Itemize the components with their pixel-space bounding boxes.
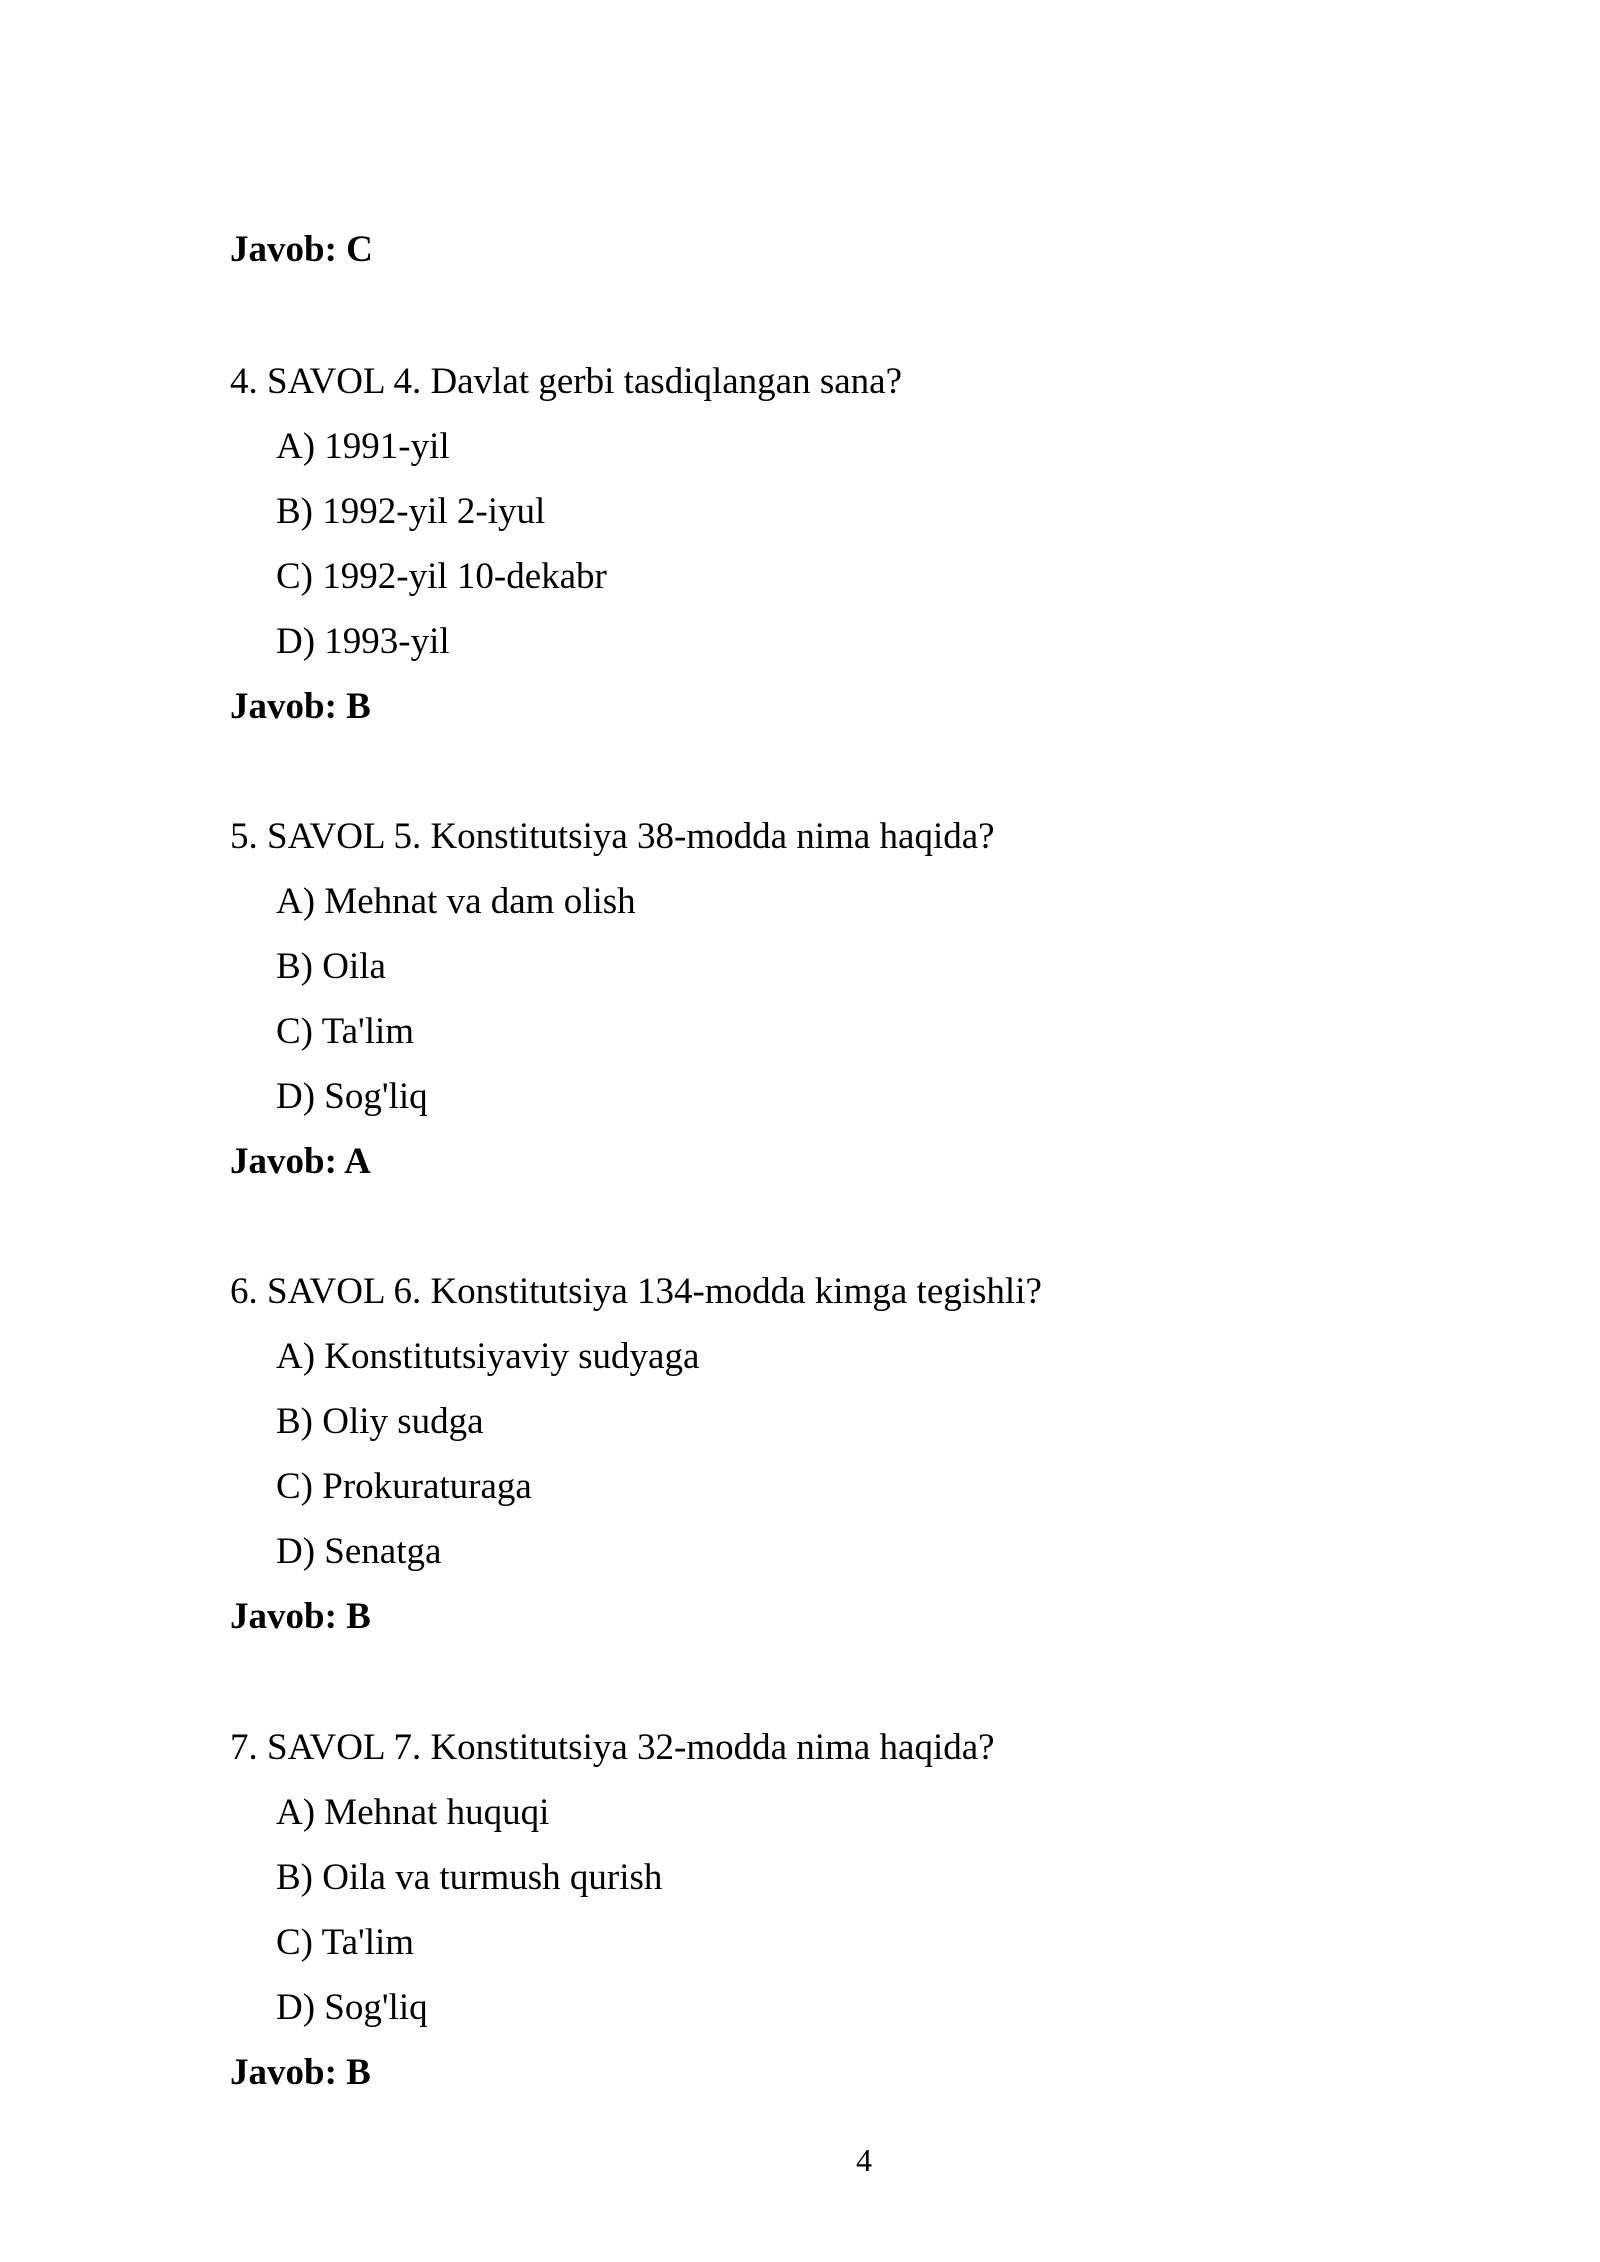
question-5-option-a: A) Mehnat va dam olish [276,881,636,922]
question-7-answer: Javob: B [230,2052,371,2093]
question-4: 4. SAVOL 4. Davlat gerbi tasdiqlangan sana? [230,361,903,402]
question-7-option-b: B) Oila va turmush qurish [276,1857,663,1898]
question-6-option-b: B) Oliy sudga [276,1401,484,1442]
question-5-option-d: D) Sog'liq [276,1076,428,1117]
question-6-option-c: C) Prokuraturaga [276,1466,532,1507]
question-4-option-d: D) 1993-yil [276,621,450,662]
question-7-option-d: D) Sog'liq [276,1987,428,2028]
question-7: 7. SAVOL 7. Konstitutsiya 32-modda nima haqida? [230,1727,995,1768]
question-4-option-a: A) 1991-yil [276,426,450,467]
question-5-answer: Javob: A [230,1141,371,1182]
question-6-option-a: A) Konstitutsiyaviy sudyaga [276,1336,700,1377]
question-4-option-c: C) 1992-yil 10-dekabr [276,556,607,597]
question-5-option-b: B) Oila [276,946,386,987]
question-6-option-d: D) Senatga [276,1531,442,1572]
question-7-option-a: A) Mehnat huquqi [276,1792,550,1833]
question-6-answer: Javob: B [230,1596,371,1637]
question-5-option-c: C) Ta'lim [276,1011,415,1052]
question-5: 5. SAVOL 5. Konstitutsiya 38-modda nima haqida? [230,816,995,857]
answer-previous: Javob: C [230,229,373,270]
page-number: 4 [856,2142,872,2178]
question-7-option-c: C) Ta'lim [276,1922,415,1963]
question-4-answer: Javob: B [230,686,371,727]
question-4-option-b: B) 1992-yil 2-iyul [276,491,546,532]
question-6: 6. SAVOL 6. Konstitutsiya 134-modda kimga tegishli? [230,1271,1042,1312]
